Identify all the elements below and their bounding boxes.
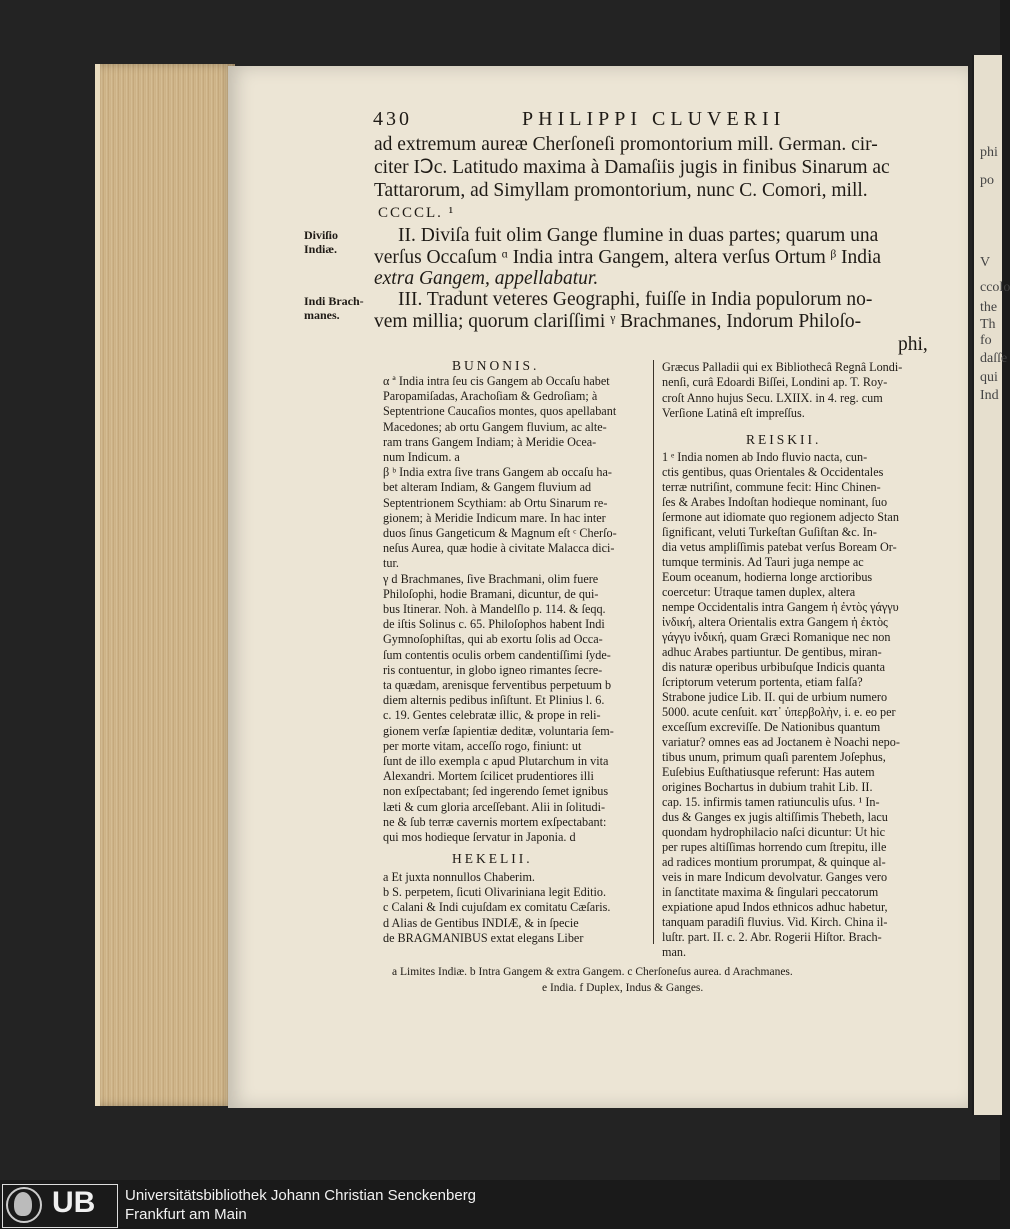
main-text-line: II. Diviſa fuit olim Gange flumine in duas partes; quarum una (398, 225, 879, 246)
column-text-line: ſcriptorum veterum portenta, etiam falſa? (662, 675, 863, 689)
column-text-line: qui mos hodieque ſervatur in Japonia. d (383, 830, 576, 844)
column-text-line: man. (662, 945, 687, 959)
column-text-line: diem alternis pedibus inſiſtunt. Et Plinius l. 6. (383, 693, 605, 708)
column-text-line: bet alteram Indiam, & Gangem fluvium ad (383, 480, 592, 495)
column-text-line: neſus Aurea, quæ hodie à civitate Malacca dici- (383, 541, 615, 556)
column-text-line: a Et juxta nonnullos Chaberim. (383, 870, 535, 884)
column-text-line: ſermone aut idiomate quo regionem adjecto Stan (662, 510, 899, 524)
column-text-line: Strabone judice Lib. II. qui de urbium numero (662, 690, 888, 704)
column-text-line: coercetur: Utraque tamen duplex, altera (662, 585, 856, 599)
column-text-line: Verſione Latinâ eſt impreſſus. (662, 406, 805, 421)
column-text-line: b S. perpetem, ſicuti Olivariniana legit Editio. (383, 885, 607, 900)
column-text-line: ſignificant, veluti Turkeſtan Guſiſtan &c. In- (662, 525, 877, 539)
column-text-line: c. 19. Gentes celebratæ illic, & prope in reli- (383, 708, 601, 723)
facing-page-text: phi (980, 145, 998, 160)
column-text-line: de BRAGMANIBUS extat elegans Liber (383, 930, 584, 945)
column-text-line: dus & Ganges ex jugis altiſſimis Thebeth, lacu (662, 810, 888, 824)
main-text-line: CCCCL. ¹ (378, 205, 456, 221)
column-text-line: ſes & Arabes Indoſtan hodieque nominant, ſuo (662, 495, 888, 509)
portrait-icon (14, 1192, 32, 1216)
column-text-line: tur. (383, 556, 399, 571)
section-heading: HEKELII. (452, 851, 533, 866)
section-heading: BUNONIS. (452, 358, 540, 373)
column-text-line: veis in mare Indicum devolvatur. Ganges vero (662, 870, 888, 884)
column-text-line: bus Itinerar. Noh. à Mandelſlo p. 114. & ſeqq. (383, 602, 606, 616)
main-text-line: III. Tradunt veteres Geographi, fuiſſe in India populorum no- (398, 289, 873, 310)
column-text-line: tibus unum, primum quaſi parentem Joſephus, (662, 750, 886, 764)
column-text-line: adhuc Arabes partiuntur. De gentibus, miran- (662, 645, 882, 659)
column-text-line: ris contuentur, in globo igneo rimantes ſecre- (383, 662, 603, 677)
column-text-line: nenſi, curâ Edoardi Biſſei, Londini ap. T. Roy- (662, 375, 888, 390)
column-text-line: Euſebius Euſthatiusque referunt: Has autem (662, 765, 875, 779)
column-text-line: terræ nutriſint, commune fecit: Hinc Chinen- (662, 480, 881, 494)
column-text-line: origines Bochartus in dubium trahit Lib. II. (662, 780, 873, 794)
column-text-line: 1 ᵉ India nomen ab Indo fluvio nacta, cun- (662, 450, 868, 464)
facing-page-text: Th (980, 317, 996, 332)
column-text-line: γ d Brachmanes, ſive Brachmani, olim fuere (383, 571, 599, 586)
column-text-line: dia vetus ampliſſimis patebat verſus Boream Or- (662, 540, 897, 554)
column-text-line: de iſtis Solinus c. 65. Philoſophos habent Indi (383, 617, 605, 632)
column-text-line: variatur? omnes eas ad Joctanem è Noachi nepo- (662, 735, 900, 749)
section-heading: REISKII. (746, 432, 822, 447)
column-text-line: per rupes altiſſimas horrendo cum ſtrepitu, ille (662, 840, 887, 854)
main-text-line: ad extremum aureæ Cherſoneſi promontorium mill. German. cir- (374, 134, 878, 155)
column-text-line: Macedones; ab ortu Gangem fluvium, ac alte- (383, 419, 607, 434)
column-text-line: d Alias de Gentibus INDIÆ, & in ſpecie (383, 915, 579, 930)
column-text-line: dis naturæ operibus urbibuſque Indicis quanta (662, 660, 886, 674)
column-text-line: per morte vitam, acceſſo rogo, finiunt: ut (383, 738, 582, 753)
column-text-line: ſum contentis oculis orbem candentiſſimi ſyde- (383, 647, 611, 662)
facing-page-text: daſſe (980, 351, 1008, 366)
column-text-line: gionem verſæ ſapientiæ deditæ, voluntaria ſem- (383, 723, 614, 738)
margin-note-line: Indiæ. (304, 242, 338, 256)
column-divider (653, 360, 654, 944)
column-text-line: læti & cum gloria arceſſebant. Alii in ſolitudi- (383, 799, 606, 814)
footnote-line: a Limites Indiæ. b Intra Gangem & extra Gangem. c Cherſoneſus aurea. d Arachmanes. (392, 966, 793, 978)
column-text-line: Græcus Palladii qui ex Bibliothecâ Regnâ Londi- (662, 360, 903, 374)
facing-page-text: ccolo (980, 280, 1010, 295)
main-text-line: citer IↃc. Latitudo maxima à Damaſiis jugis in finibus Sinarum ac (374, 157, 890, 178)
book-page-edges (95, 64, 235, 1106)
column-text-line: luſtr. part. II. c. 2. Abr. Rogerii Hiſtor. Brach- (662, 930, 882, 944)
library-name: Universitätsbibliothek Johann Christian Senckenberg (125, 1187, 477, 1204)
facing-page-text: po (980, 173, 994, 188)
column-text-line: β ᵇ India extra ſive trans Gangem ab occaſu ha- (383, 465, 612, 480)
column-text-line: Septentrione Caucaſios montes, quos apellabant (383, 404, 617, 419)
facing-page-text: V (980, 255, 991, 270)
column-text-line: ne & ſub terræ cavernis mortem exſpectabant: (383, 814, 607, 829)
column-text-line: Alexandri. Mortem ſcilicet prudentiores illi (383, 769, 594, 784)
column-text-line: expiatione apud Indos ethnicos adhuc habetur, (662, 900, 888, 914)
column-text-line: ram trans Gangem Indiam; à Meridie Ocea- (383, 434, 597, 449)
column-text-line: ta quædam, arenisque ferventibus perpetuum b (383, 678, 612, 692)
column-text-line: Paropamiſadas, Arachoſiam & Gedroſiam; à (383, 389, 598, 404)
column-text-line: Gymnoſophiſtas, qui ab exortu ſolis ad Occa- (383, 632, 603, 647)
column-text-line: Philoſophi, hodie Bramani, dicuntur, de qui- (383, 586, 599, 601)
facing-page-text: fo (980, 333, 992, 348)
column-text-line: tanquam paradiſi fluvius. Vid. Kirch. China il- (662, 915, 888, 929)
facing-page-text: the (980, 300, 998, 315)
column-text-line: nempe Occidentalis intra Gangem ἡ ἐντὸς γάγγυ (662, 600, 899, 614)
main-text-line: phi, (898, 334, 928, 355)
column-text-line: ctis gentibus, quas Orientales & Occidentales (662, 465, 884, 479)
library-location: Frankfurt am Main (125, 1206, 247, 1223)
margin-note-line: manes. (304, 308, 340, 322)
column-text-line: num Indicum. a (383, 450, 460, 464)
main-text-line: vem millia; quorum clariſſimi ᵞ Brachmanes, Indorum Philoſo- (374, 311, 862, 332)
facing-page-text: qui (980, 370, 998, 385)
column-text-line: Septentrionem Scythiam: ab Ortu Sinarum re- (383, 495, 608, 510)
column-text-line: γάγγυ ἰνδική, quam Græci Romanique nec non (662, 630, 891, 644)
column-text-line: gionem; à Meridie Indicum mare. In hac inter (383, 510, 606, 525)
column-text-line: tumque terminis. Ad Tauri juga nempe ac (662, 555, 864, 569)
margin-note-line: Indi Brach- (304, 294, 364, 308)
column-text-line: Eoum oceanum, hodierna longe arctioribus (662, 570, 873, 584)
facing-page-text: Ind (980, 388, 999, 403)
column-text-line: cap. 15. infirmis tamen ratiunculis uſus. ¹ In- (662, 795, 880, 809)
main-text-line: verſus Occaſum ᵅ India intra Gangem, altera verſus Ortum ᵝ India (374, 247, 882, 268)
column-text-line: ad radices montium prorumpat, & quinque al- (662, 855, 886, 869)
column-text-line: ſunt de illo exempla c apud Plutarchum in vita (383, 754, 609, 768)
facing-page-fragment (972, 55, 1010, 1115)
footnote-line: e India. f Duplex, Indus & Ganges. (542, 982, 704, 994)
main-text-line: Tattarorum, ad Simyllam promontorium, nunc C. Comori, mill. (374, 180, 868, 201)
running-title: PHILIPPI CLUVERII (522, 108, 786, 130)
column-text-line: exceſſum excreviſſe. De Nationibus quantum (662, 720, 881, 734)
column-text-line: c Calani & Indi cujuſdam ex comitatu Cæſaris. (383, 900, 611, 915)
column-text-line: quondam hydrophilacio naſci dicuntur: Ut hic (662, 825, 886, 839)
column-text-line: in ſanctitate maxima & ſingulari peccatorum (662, 885, 879, 899)
column-text-line: croſt Anno hujus Secu. LXIIX. in 4. reg. cum (662, 390, 883, 405)
logo-text: UB (52, 1186, 96, 1219)
main-text-line: extra Gangem, appellabatur. (374, 268, 599, 289)
column-text-line: duos ſinus Gangeticum & Magnum eſt ᶜ Cherſo- (383, 526, 617, 540)
column-text-line: non exſpectabant; ſed ingerendo ſemet ignibus (383, 784, 609, 799)
column-text-line: 5000. acute cenſuit. κατ᾿ ὑπερβολὴν, i. e. eo per (662, 705, 896, 719)
page-number: 430 (373, 108, 412, 130)
column-text-line: ἰνδική, altera Orientalis extra Gangem ἡ ἐκτὸς (662, 615, 888, 629)
margin-note-line: Diviſio (304, 228, 339, 242)
column-text-line: α ª India intra ſeu cis Gangem ab Occaſu habet (383, 374, 610, 388)
